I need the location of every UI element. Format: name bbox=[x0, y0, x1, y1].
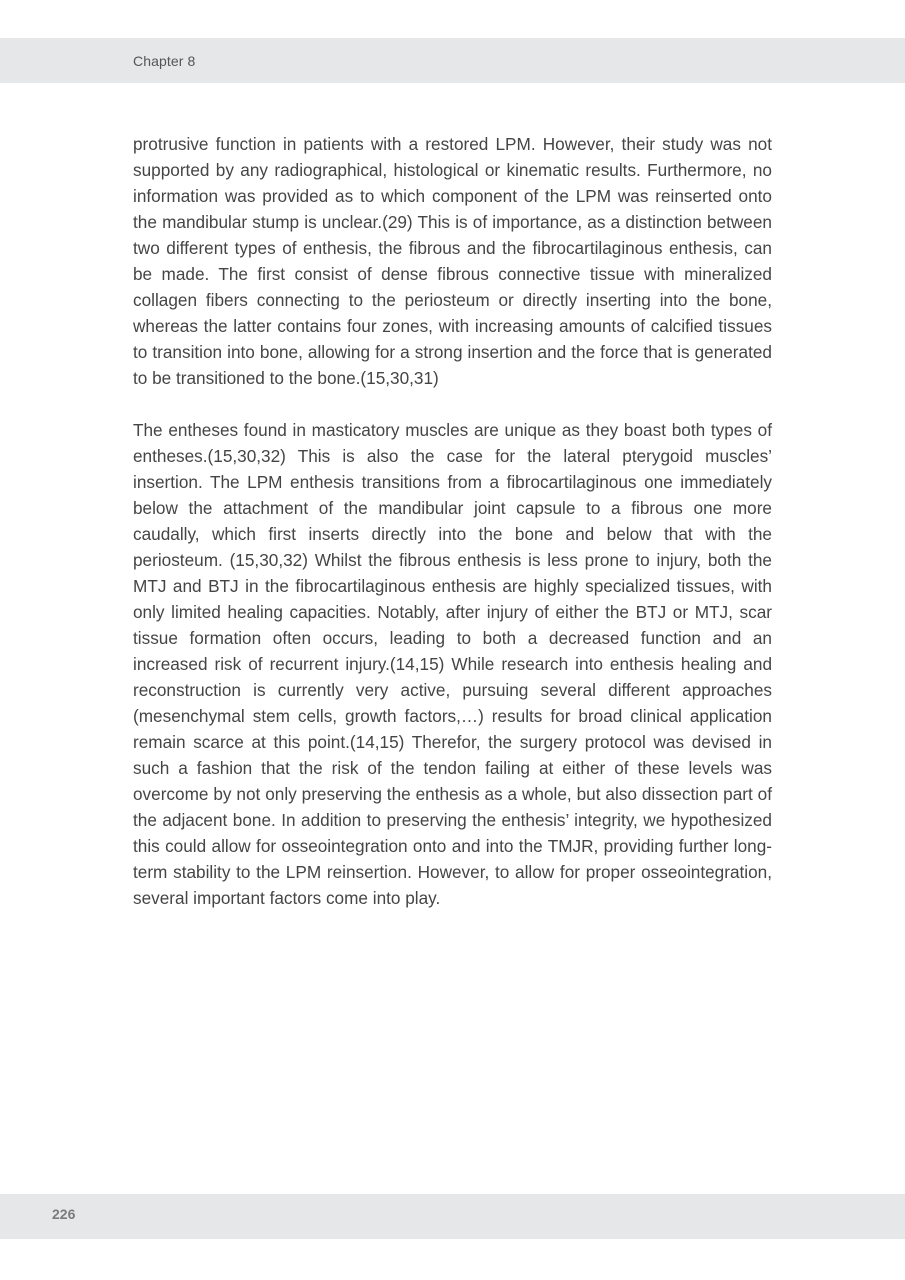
page-number: 226 bbox=[52, 1206, 76, 1222]
chapter-label: Chapter 8 bbox=[133, 53, 196, 69]
body-text bbox=[133, 131, 772, 911]
paragraph-1: protrusive function in patients with a restored LPM. However, their study was not supported by any radiographical, histological or kinematic results. Furthermore, no information was provided as to which component of the LPM was reinserted onto the mandibular stump is unclear.(29) This is of importance, as a distinction between two different types of enthesis, the fibrous and the fibrocartilaginous enthesis, can be made. The first consist of dense fibrous connective tissue with mineralized collagen fibers connecting to the periosteum or directly inserting into the bone, whereas the latter contains four zones, with increasing amounts of calcified tissues to transition into bone, allowing for a strong insertion and the force that is generated to be transitioned to the bone.(15,30,31) bbox=[133, 134, 772, 388]
running-footer bbox=[0, 1194, 905, 1239]
paragraph-2: The entheses found in masticatory muscles are unique as they boast both types of entheses.(15,30,32) This is also the case for the lateral pterygoid muscles’ insertion. The LPM enthesis transitions from a fibrocartilaginous one immediately below the attachment of the mandibular joint capsule to a fibrous one more caudally, which first inserts directly into the bone and below that with the periosteum. (15,30,32) Whilst the fibrous enthesis is less prone to injury, both the MTJ and BTJ in the fibrocartilaginous enthesis are highly specialized tissues, with only limited healing capacities. Notably, after injury of either the BTJ or MTJ, scar tissue formation often occurs, leading to both a decreased function and an increased risk of recurrent injury.(14,15) While research into enthesis healing and reconstruction is currently very active, pursuing several different approaches (mesenchymal stem cells, growth factors,…) results for broad clinical application remain scarce at this point.(14,15) Therefor, the surgery protocol was devised in such a fashion that the risk of the tendon failing at either of these levels was overcome by not only preserving the enthesis as a whole, but also dissection part of the adjacent bone. In addition to preserving the enthesis’ integrity, we hypothesized this could allow for osseointegration onto and into the TMJR, providing further long-term stability to the LPM reinsertion. However, to allow for proper osseointegration, several important factors come into play. bbox=[133, 420, 772, 908]
